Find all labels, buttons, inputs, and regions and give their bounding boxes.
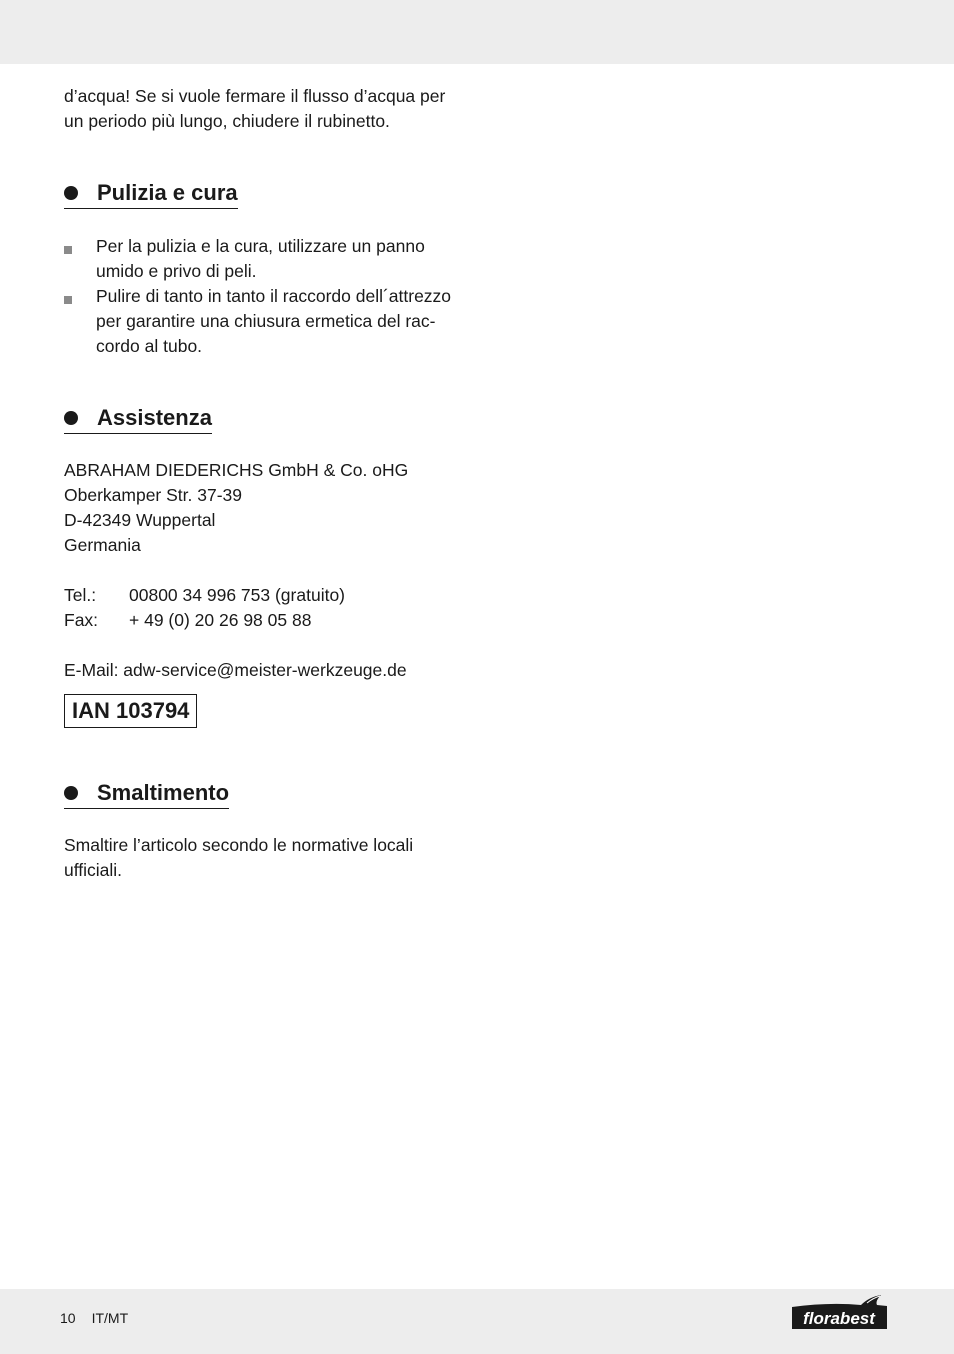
- list-item-line: cordo al tubo.: [96, 336, 203, 356]
- square-bullet-icon: [64, 246, 72, 254]
- intro-line: d’acqua! Se si vuole fermare il flusso d’acqua per: [64, 86, 446, 106]
- tel-row: [64, 583, 464, 608]
- tel-label: Tel.:: [64, 585, 97, 605]
- service-email: [64, 658, 464, 683]
- disposal-paragraph: [64, 833, 464, 883]
- florabest-logo-icon: [789, 1293, 889, 1333]
- list-item-line: umido e privo di peli.: [96, 261, 257, 281]
- cleaning-list: [64, 234, 464, 359]
- section-title: Smaltimento: [97, 780, 230, 805]
- section-heading: [64, 780, 229, 809]
- list-item: [64, 284, 464, 359]
- section-cleaning: [64, 180, 464, 209]
- list-item-line: per garantire una chiusura ermetica del rac-: [96, 311, 436, 331]
- list-item-line: Per la pulizia e la cura, utilizzare un panno: [96, 236, 425, 256]
- list-item-line: Pulire di tanto in tanto il raccordo dell´attrezzo: [96, 286, 452, 306]
- logo-text: florabest: [803, 1309, 875, 1328]
- intro-line: un periodo più lungo, chiudere il rubinetto.: [64, 111, 390, 131]
- bullet-dot-icon: [64, 786, 78, 800]
- address-line: Oberkamper Str. 37-39: [64, 485, 242, 505]
- fax-value: + 49 (0) 20 26 98 05 88: [129, 610, 312, 630]
- disposal-line: ufficiali.: [64, 860, 123, 880]
- bullet-dot-icon: [64, 186, 78, 200]
- ian-box: IAN 103794: [64, 694, 197, 728]
- section-heading: [64, 405, 212, 434]
- section-title: Pulizia e cura: [97, 180, 238, 205]
- fax-label: Fax:: [64, 610, 99, 630]
- language-code: IT/MT: [91, 1310, 129, 1326]
- address-line: Germania: [64, 535, 141, 555]
- section-service: [64, 405, 464, 434]
- email-line: E-Mail: adw-service@meister-werkzeuge.de: [64, 660, 407, 680]
- section-disposal: [64, 780, 464, 809]
- list-item: [64, 234, 464, 284]
- page-number: 10: [60, 1310, 76, 1326]
- header-band: [0, 0, 954, 64]
- tel-value: 00800 34 996 753 (gratuito): [129, 585, 345, 605]
- disposal-line: Smaltire l’articolo secondo le normative locali: [64, 835, 414, 855]
- address-line: ABRAHAM DIEDERICHS GmbH & Co. oHG: [64, 460, 409, 480]
- section-heading: [64, 180, 238, 209]
- bullet-dot-icon: [64, 411, 78, 425]
- footer-info: [60, 1310, 128, 1326]
- intro-paragraph: [64, 84, 464, 134]
- square-bullet-icon: [64, 296, 72, 304]
- section-title: Assistenza: [97, 405, 212, 430]
- address-line: D-42349 Wuppertal: [64, 510, 216, 530]
- service-phone: [64, 583, 464, 633]
- service-address: [64, 458, 464, 558]
- fax-row: [64, 608, 464, 633]
